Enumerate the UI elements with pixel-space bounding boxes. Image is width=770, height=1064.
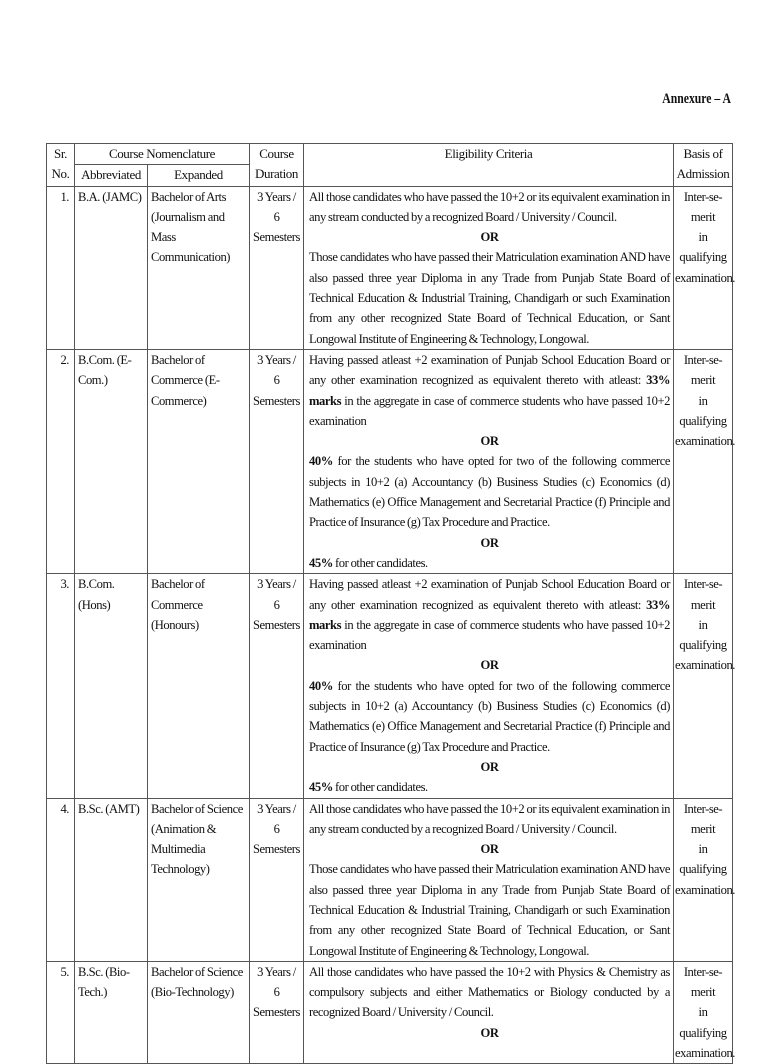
row-abbreviated: B.Com. (Hons)	[75, 574, 148, 798]
duration-line: 6 Semesters	[252, 821, 300, 857]
criteria-paragraph: All those candidates who have passed the 10+2 with Physics & Chemistry as compulsory subjects and either Mathematics or Biology conducted by a recognized Board / University / Council.	[309, 964, 670, 1020]
table-header	[47, 144, 733, 187]
header-basis-of-admission	[674, 144, 733, 187]
criteria-paragraph: Those candidates who have passed their Matriculation examination AND have also passed three year Diploma in any Trade from Punjab State Board of Technical Education & Industrial Training, Chandigarh or such Examination from any other recognized State Board of Technical Education, or Sant Longowal Institute of Engineering & Technology, Longowal.	[309, 250, 670, 346]
criteria-paragraph: Those candidates who have passed their Matriculation examination AND have also passed three year Diploma in any Trade from Punjab State Board of Technical Education & Industrial Training, Chandigarh or such Examination from any other recognized State Board of Technical Education, or Sant Longowal Institute of Engineering & Technology, Longowal.	[309, 862, 670, 958]
row-expanded: Bachelor of Commerce (E-Commerce)	[148, 349, 250, 573]
row-sr-no: 5.	[47, 961, 75, 1063]
duration-line: 6 Semesters	[252, 985, 300, 1020]
criteria-text: Having passed atleast +2 examination of Punjab School Education Board or any other examination recognized as equivalent thereto with atleast:	[309, 577, 670, 612]
criteria-paragraph	[309, 350, 670, 431]
row-expanded: Bachelor of Commerce (Honours)	[148, 574, 250, 798]
criteria-text: Having passed atleast +2 examination of Punjab School Education Board or any other examination recognized as equivalent thereto with atleast:	[309, 352, 670, 388]
header-basis-line2: Admission	[676, 166, 730, 182]
criteria-bold-marks: 33% marks	[309, 597, 670, 632]
basis-line: Inter-se-merit	[683, 577, 723, 612]
table-body	[47, 186, 733, 1064]
row-abbreviated: B.A. (JAMC)	[75, 186, 148, 349]
basis-line: Inter-se-merit	[683, 964, 723, 1000]
criteria-text: for other candidates.	[332, 555, 428, 570]
criteria-bold-marks: 45%	[309, 555, 333, 570]
row-expanded: Bachelor of Arts (Journalism and Mass Communication)	[148, 186, 250, 349]
row-abbreviated: B.Sc. (AMT)	[75, 798, 148, 961]
or-separator: OR	[480, 759, 499, 774]
criteria-text: in the aggregate in case of commerce students who have passed 10+2 examination	[309, 617, 670, 653]
basis-line: examination.	[675, 270, 735, 285]
header-sr-line2: No.	[51, 166, 70, 182]
row-sr-no: 3.	[47, 574, 75, 798]
criteria-bold-marks: 33% marks	[309, 373, 670, 408]
header-sr-no	[47, 144, 75, 187]
criteria-paragraph	[309, 451, 670, 532]
header-abbreviated: Abbreviated	[75, 165, 148, 186]
basis-line: in qualifying	[679, 393, 727, 428]
basis-line: in qualifying	[679, 617, 727, 653]
row-basis-of-admission	[674, 574, 733, 798]
or-separator: OR	[480, 535, 499, 550]
or-separator: OR	[480, 434, 499, 449]
duration-line: 6 Semesters	[252, 373, 300, 408]
row-expanded: Bachelor of Science (Bio-Technology)	[148, 961, 250, 1063]
criteria-bold-marks: 40%	[309, 678, 333, 693]
duration-line: 6 Semesters	[252, 209, 300, 245]
row-eligibility-criteria	[304, 798, 674, 961]
row-duration	[250, 961, 304, 1063]
criteria-text: for the students who have opted for two of the following commerce subjects in 10+2 (a) Accountancy (b) Business Studies (c) Economics (d) Mathematics (e) Office Management and Secretarial Practice (f) Principle and Practice of Insurance (g) Tax Procedure and Practice.	[309, 454, 670, 530]
duration-line: 3 Years /	[257, 352, 296, 367]
row-eligibility-criteria	[304, 574, 674, 798]
duration-line: 6 Semesters	[252, 597, 300, 632]
or-separator: OR	[480, 658, 499, 673]
criteria-paragraph	[309, 553, 670, 573]
basis-line: examination.	[675, 658, 735, 673]
admission-table-wrapper	[46, 143, 735, 1061]
criteria-text: for the students who have opted for two of the following commerce subjects in 10+2 (a) Accountancy (b) Business Studies (c) Economics (d) Mathematics (e) Office Management and Secretarial Practice (f) Principle and Practice of Insurance (g) Tax Procedure and Practice.	[309, 678, 670, 754]
row-sr-no: 2.	[47, 349, 75, 573]
basis-line: examination.	[675, 1046, 735, 1061]
criteria-paragraph: All those candidates who have passed the 10+2 or its equivalent examination in any stream conducted by a recognized Board / University / Council.	[309, 801, 670, 836]
header-duration-line2: Duration	[254, 166, 298, 182]
table-row	[47, 961, 733, 1063]
header-eligibility-criteria: Eligibility Criteria	[304, 144, 674, 187]
criteria-text: for other candidates.	[332, 780, 428, 795]
basis-line: examination.	[675, 434, 735, 449]
criteria-bold-marks: 45%	[309, 780, 333, 795]
row-duration	[250, 798, 304, 961]
row-eligibility-criteria	[304, 349, 674, 573]
table-row	[47, 574, 733, 798]
or-separator: OR	[480, 1025, 499, 1040]
row-basis-of-admission	[674, 349, 733, 573]
row-duration	[250, 349, 304, 573]
criteria-bold-marks: 40%	[309, 454, 333, 469]
row-basis-of-admission	[674, 186, 733, 349]
or-separator: OR	[480, 230, 499, 245]
basis-line: in qualifying	[679, 230, 727, 265]
row-eligibility-criteria	[304, 186, 674, 349]
header-expanded: Expanded	[148, 165, 250, 186]
basis-line: Inter-se-merit	[683, 801, 723, 836]
row-duration	[250, 574, 304, 798]
row-abbreviated: B.Sc. (Bio-Tech.)	[75, 961, 148, 1063]
annexure-label: Annexure – A	[662, 91, 731, 107]
duration-line: 3 Years /	[257, 801, 296, 816]
criteria-paragraph	[309, 574, 670, 655]
basis-line: in qualifying	[679, 1005, 727, 1040]
row-duration	[250, 186, 304, 349]
header-course-duration	[250, 144, 304, 187]
header-course-nomenclature: Course Nomenclature	[75, 144, 250, 165]
criteria-paragraph	[309, 676, 670, 757]
basis-line: examination.	[675, 882, 735, 897]
header-sr-line1: Sr.	[54, 146, 67, 161]
row-basis-of-admission	[674, 961, 733, 1063]
duration-line: 3 Years /	[257, 577, 296, 592]
row-sr-no: 4.	[47, 798, 75, 961]
duration-line: 3 Years /	[257, 964, 296, 979]
row-basis-of-admission	[674, 798, 733, 961]
or-separator: OR	[480, 842, 499, 857]
basis-line: Inter-se-merit	[683, 352, 723, 388]
basis-line: Inter-se-merit	[683, 189, 723, 224]
header-basis-line1: Basis of	[683, 146, 723, 161]
row-abbreviated: B.Com. (E-Com.)	[75, 349, 148, 573]
criteria-paragraph: All those candidates who have passed the 10+2 or its equivalent examination in any stream conducted by a recognized Board / University / Council.	[309, 189, 670, 224]
criteria-paragraph	[309, 777, 670, 797]
table-row	[47, 349, 733, 573]
row-expanded: Bachelor of Science (Animation & Multimedia Technology)	[148, 798, 250, 961]
duration-line: 3 Years /	[257, 189, 296, 204]
basis-line: in qualifying	[679, 842, 727, 877]
row-eligibility-criteria	[304, 961, 674, 1063]
row-sr-no: 1.	[47, 186, 75, 349]
criteria-text: in the aggregate in case of commerce students who have passed 10+2 examination	[309, 393, 670, 428]
table-row	[47, 186, 733, 349]
header-duration-line1: Course	[259, 146, 294, 161]
table-row	[47, 798, 733, 961]
eligibility-table	[46, 143, 733, 1064]
